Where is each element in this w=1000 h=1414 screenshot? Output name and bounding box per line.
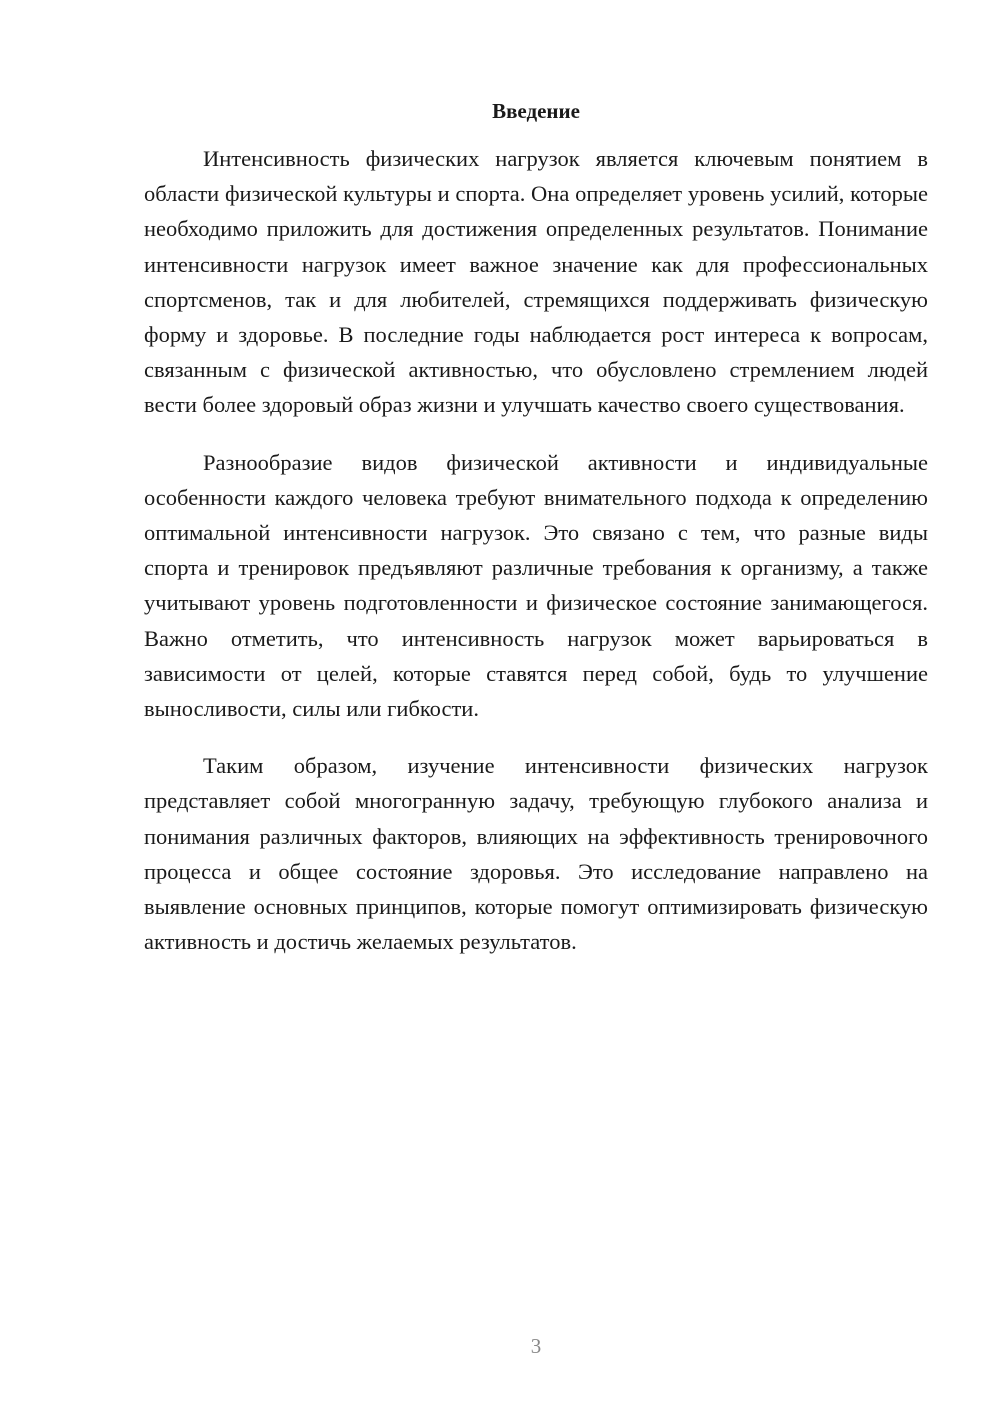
body-text bbox=[144, 141, 928, 981]
paragraph-1: Интенсивность физических нагрузок является ключевым понятием в области физической культуры и спорта. Она определяет уровень усилий, которые необходимо приложить для достижения определенных результатов. Понимание интенсивности нагрузок имеет важное значение как для профессиональных спортсменов, так и для любителей, стремящихся поддерживать физическую форму и здоровье. В последние годы наблюдается рост интереса к вопросам, связанным с физической активностью, что обусловлено стремлением людей вести более здоровый образ жизни и улучшать качество своего существования. bbox=[144, 146, 928, 418]
page-number: 3 bbox=[530, 1334, 542, 1358]
paragraph-2: Разнообразие видов физической активности и индивидуальные особенности каждого человека требуют внимательного подхода к определению оптимальной интенсивности нагрузок. Это связано с тем, что разные виды спорта и тренировок предъявляют различные требования к организму, а также учитывают уровень подготовленности и физическое состояние занимающегося. Важно отметить, что интенсивность нагрузок может варьироваться в зависимости от целей, которые ставятся перед собой, будь то улучшение выносливости, силы или гибкости. bbox=[144, 449, 928, 722]
section-title: Введение bbox=[492, 99, 580, 123]
paragraph-3: Таким образом, изучение интенсивности физических нагрузок представляет собой многогранную задачу, требующую глубокого анализа и понимания различных факторов, влияющих на эффективность тренировочного процесса и общее состояние здоровья. Это исследование направлено на выявление основных принципов, которые помогут оптимизировать физическую активность и достичь желаемых результатов. bbox=[144, 753, 928, 955]
